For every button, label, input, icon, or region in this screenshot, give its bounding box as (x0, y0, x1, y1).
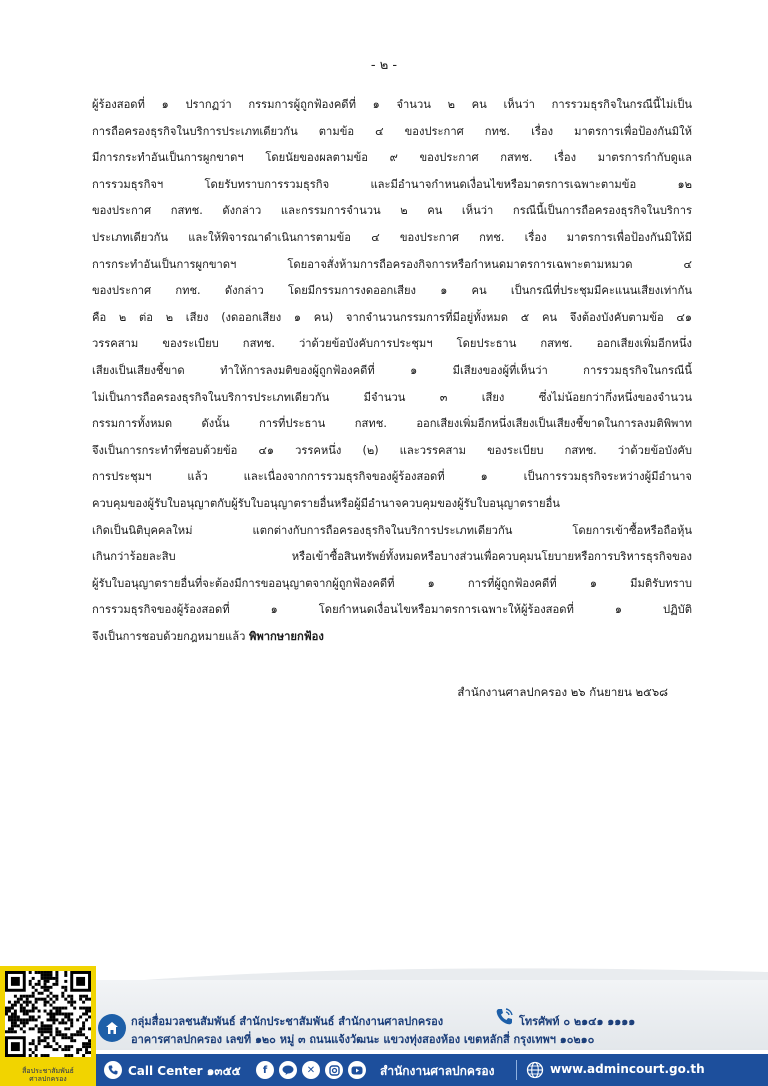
instagram-icon[interactable] (325, 1061, 343, 1079)
globe-icon (526, 1061, 544, 1079)
body-line: เกิดเป็นนิติบุคคลใหม่ แตกต่างกับการถือครองธุรกิจในบริการประเภทเดียวกัน โดยการเข้าซื้อหรือถือหุ้น (92, 523, 692, 537)
footer (0, 966, 768, 1086)
body-line: การรวมธุรกิจฯ โดยรับทราบการรวมธุรกิจ และมีอำนาจกำหนดเงื่อนไขหรือมาตรการเฉพาะตามข้อ ๑๒ (92, 177, 692, 191)
body-line: การรวมธุรกิจของผู้ร้องสอดที่ ๑ โดยกำหนดเงื่อนไขหรือมาตรการเฉพาะให้ผู้ร้องสอดที่ ๑ ปฏิบัติ (92, 603, 692, 617)
body-line: ของประกาศ กทช. ดังกล่าว โดยมีกรรมการงดออกเสียง ๑ คน เป็นกรณีที่ประชุมมีคะแนนเสียงเท่ากัน (92, 284, 692, 298)
qr-code-icon[interactable] (5, 971, 91, 1057)
body-line: จึงเป็นการกระทำที่ชอบด้วยข้อ ๔๑ วรรคหนึ่ง (๒) และวรรคสาม ของระเบียบ กสทช. ว่าด้วยข้อบังคับ (92, 443, 692, 457)
body-line: ควบคุมของผู้รับใบอนุญาตกับผู้รับใบอนุญาตรายอื่นหรือผู้มีอำนาจควบคุมของผู้รับใบอนุญาตรายอื่น (92, 496, 560, 510)
issuer-signature-line: สำนักงานศาลปกครอง ๒๖ กันยายน ๒๕๖๘ (457, 685, 668, 699)
body-line: วรรคสาม ของระเบียบ กสทช. ว่าด้วยข้อบังคับการประชุมฯ โดยประธาน กสทช. ออกเสียงเพิ่มอีกหนึ่ง (92, 337, 692, 351)
call-center-number[interactable]: Call Center ๑๓๕๕ (128, 1064, 241, 1078)
facebook-icon[interactable]: f (256, 1061, 274, 1079)
x-icon[interactable]: ✕ (302, 1061, 320, 1079)
body-line: มีการกระทำอันเป็นการผูกขาดฯ โดยนัยของผลตามข้อ ๙ ของประกาศ กสทช. เรื่อง มาตรการกำกับดูแล (92, 151, 692, 165)
body-line: เสียงเป็นเสียงชี้ขาด ทำให้การลงมติของผู้ถูกฟ้องคดีที่ ๑ มีเสียงของผู้ที่เห็นว่า การรวมธุรกิจในกรณีนี้ (92, 363, 692, 377)
address-line: อาคารศาลปกครอง เลขที่ ๑๒๐ หมู่ ๓ ถนนแจ้งวัฒนะ แขวงทุ่งสองห้อง เขตหลักสี่ กรุงเทพฯ ๑๐๒๑๐ (131, 1033, 595, 1046)
bar-divider (516, 1060, 517, 1080)
final-line-text: จึงเป็นการชอบด้วยกฎหมายแล้ว (92, 629, 249, 643)
call-center-icon (104, 1061, 122, 1079)
body-line: เกินกว่าร้อยละสิบ หรือเข้าซื้อสินทรัพย์ทั้งหมดหรือบางส่วนเพื่อควบคุมนโยบายหรือการบริหารธุรกิจของ (92, 550, 692, 564)
judgment-body (92, 92, 692, 650)
body-line: การถือครองธุรกิจในบริการประเภทเดียวกัน ตามข้อ ๔ ของประกาศ กทช. เรื่อง มาตรการเพื่อป้องกันมิให้ (92, 124, 692, 138)
page-number: - ๒ - (370, 58, 398, 73)
qr-panel (0, 966, 96, 1086)
body-line: ผู้ร้องสอดที่ ๑ ปรากฏว่า กรรมการผู้ถูกฟ้องคดีที่ ๑ จำนวน ๒ คน เห็นว่า การรวมธุรกิจในกรณีนี้ไม่เป็น (92, 98, 692, 111)
verdict: พิพากษายกฟ้อง (248, 629, 324, 643)
body-line: การกระทำอันเป็นการผูกขาดฯ โดยอาจสั่งห้ามการถือครองกิจการหรือกำหนดมาตรการเฉพาะตามหมวด ๔ (92, 257, 692, 271)
body-line: คือ ๒ ต่อ ๒ เสียง (งดออกเสียง ๑ คน) จากจำนวนกรรมการที่มีอยู่ทั้งหมด ๕ คน จึงต้องบังคับตามข้อ ๔๑ (92, 310, 692, 324)
bar-org-name: สำนักงานศาลปกครอง (380, 1064, 495, 1078)
body-line-final (92, 624, 692, 651)
qr-caption: สื่อประชาสัมพันธ์ ศาลปกครอง (22, 1067, 74, 1083)
home-icon (98, 1014, 126, 1042)
line-icon[interactable] (279, 1061, 297, 1079)
body-line: กรรมการทั้งหมด ดังนั้น การที่ประธาน กสทช. ออกเสียงเพิ่มอีกหนึ่งเสียงเป็นเสียงชี้ขาดในการลงมติพิพาท (92, 417, 692, 431)
org-line: กลุ่มสื่อมวลชนสัมพันธ์ สำนักประชาสัมพันธ์ สำนักงานศาลปกครอง (131, 1015, 444, 1028)
body-line: ของประกาศ กสทช. ดังกล่าว และกรรมการจำนวน ๒ คน เห็นว่า กรณีนี้เป็นการถือครองธุรกิจในบริการ (92, 204, 692, 218)
website-link[interactable]: www.admincourt.go.th (550, 1062, 705, 1076)
body-line: ไม่เป็นการถือครองธุรกิจในบริการประเภทเดียวกัน มีจำนวน ๓ เสียง ซึ่งไม่น้อยกว่ากึ่งหนึ่งของจำนวน (92, 390, 692, 404)
body-line: ประเภทเดียวกัน และให้พิจารณาดำเนินการตามข้อ ๔ ของประกาศ กทช. เรื่อง มาตรการเพื่อป้องกันมิให้มี (92, 230, 692, 244)
phone-number[interactable]: โทรศัพท์ ๐ ๒๑๔๑ ๑๑๑๑ (519, 1015, 636, 1028)
youtube-icon[interactable] (348, 1061, 366, 1079)
body-line: ผู้รับใบอนุญาตรายอื่นที่จะต้องมีการขออนุญาตจากผู้ถูกฟ้องคดีที่ ๑ การที่ผู้ถูกฟ้องคดีที่ ๑ มีมติรับทราบ (92, 576, 692, 590)
body-line: การประชุมฯ แล้ว และเนื่องจากการรวมธุรกิจของผู้ร้องสอดที่ ๑ เป็นการรวมธุรกิจระหว่างผู้มีอำนาจ (92, 470, 692, 484)
phone-icon (493, 1006, 515, 1028)
